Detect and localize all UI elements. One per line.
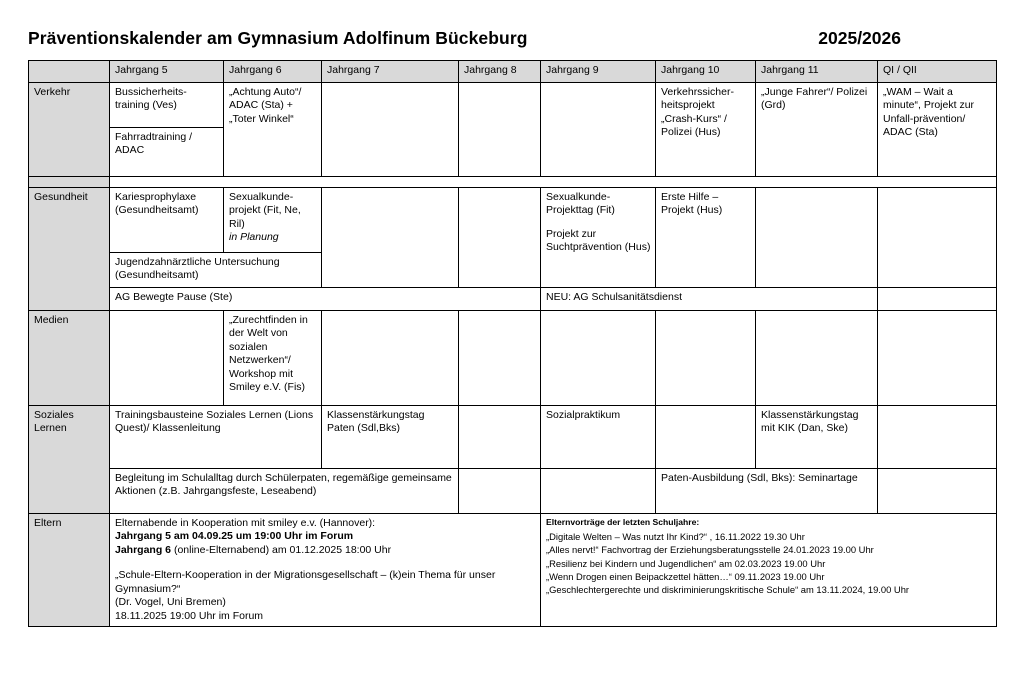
eltern-line-2: Jahrgang 5 am 04.09.25 um 19:00 Uhr im Forum [115, 530, 354, 543]
eltern-vortraege-heading: Elternvorträge der letzten Schuljahre: [546, 517, 700, 527]
table-row-gesundheit-ag [29, 288, 997, 311]
cell-eltern-termine [110, 514, 541, 627]
cell-soziales-b-q [878, 469, 997, 514]
cell-gesundheit-j10: Erste Hilfe – Projekt (Hus) [656, 188, 756, 288]
cell-verkehr-q: „WAM – Wait a minute“, Projekt zur Unfall-prävention/ ADAC (Sta) [878, 83, 997, 177]
cell-soziales-q [878, 406, 997, 469]
page-header [28, 28, 996, 49]
cell-verkehr-j5-b: Fahrradtraining / ADAC [110, 128, 224, 177]
cell-medien-j7 [322, 311, 459, 406]
eltern-line-1: Elternabende in Kooperation mit smiley e.v. (Hannover): [115, 517, 376, 529]
cell-medien-j10 [656, 311, 756, 406]
cell-gesundheit-j9 [541, 188, 656, 288]
cell-gesundheit-q [878, 188, 997, 288]
eltern-vortrag-3: „Resilienz bei Kindern und Jugendlichen“ am 02.03.2023 19.00 Uhr [546, 557, 826, 569]
column-header-j7: Jahrgang 7 [322, 61, 459, 83]
column-header-j6: Jahrgang 6 [224, 61, 322, 83]
cell-soziales-b-j9 [541, 469, 656, 514]
column-header-j10: Jahrgang 10 [656, 61, 756, 83]
cell-verkehr-j6: „Achtung Auto“/ ADAC (Sta) + „Toter Winkel“ [224, 83, 322, 177]
school-year: 2025/2026 [818, 28, 901, 48]
cell-soziales-j9: Sozialpraktikum [541, 406, 656, 469]
table-row-gesundheit-a [29, 188, 997, 253]
table-row-verkehr-a [29, 83, 997, 128]
row-label-gesundheit: Gesundheit [29, 188, 110, 311]
eltern-line-3-prefix: Jahrgang 6 [115, 543, 172, 556]
row-label-soziales-lernen: Soziales Lernen [29, 406, 110, 514]
cell-gesundheit-j6-text: Sexualkunde-projekt (Fit, Ne, Ril) [229, 191, 301, 230]
column-header-j9: Jahrgang 9 [541, 61, 656, 83]
table-row-soziales-a [29, 406, 997, 469]
cell-medien-j11 [756, 311, 878, 406]
column-header-j8: Jahrgang 8 [459, 61, 541, 83]
table-header-row [29, 61, 997, 83]
cell-soziales-j56: Trainingsbausteine Soziales Lernen (Lions Quest)/ Klassenleitung [110, 406, 322, 469]
eltern-vortrag-2: „Alles nervt!“ Fachvortrag der Erziehungsberatungsstelle 24.01.2023 19.00 Uhr [546, 544, 874, 556]
cell-soziales-paten-ausbildung: Paten-Ausbildung (Sdl, Bks): Seminartage [656, 469, 878, 514]
cell-medien-j6: „Zurechtfinden in der Welt von sozialen Netzwerken“/ Workshop mit Smiley e.V. (Fis) [224, 311, 322, 406]
column-header-blank [29, 61, 110, 83]
cell-verkehr-j9 [541, 83, 656, 177]
cell-ag-bewegte-pause: AG Bewegte Pause (Ste) [110, 288, 541, 311]
cell-soziales-j10 [656, 406, 756, 469]
cell-soziales-j8 [459, 406, 541, 469]
table-row-medien [29, 311, 997, 406]
table-row-eltern [29, 514, 997, 627]
cell-gesundheit-j9-a: Sexualkunde-Projekttag (Fit) [546, 191, 615, 217]
cell-gesundheit-j7 [322, 188, 459, 288]
cell-gesundheit-j6 [224, 188, 322, 253]
eltern-line-5: (Dr. Vogel, Uni Bremen) [115, 596, 226, 609]
cell-verkehr-j11: „Junge Fahrer“/ Polizei (Grd) [756, 83, 878, 177]
eltern-line-3-rest: (online-Elternabend) am 01.12.2025 18:00 Uhr [173, 543, 392, 556]
cell-soziales-b-j8 [459, 469, 541, 514]
cell-gesundheit-j8 [459, 188, 541, 288]
cell-soziales-begleitung: Begleitung im Schulalltag durch Schülerpaten, regemäßige gemeinsame Aktionen (z.B. Jahrgangsfeste, Leseabend) [110, 469, 459, 514]
cell-gesundheit-j5: Kariesprophylaxe (Gesundheitsamt) [110, 188, 224, 253]
cell-medien-j9 [541, 311, 656, 406]
cell-verkehr-j5-a: Bussicherheits-training (Ves) [110, 83, 224, 128]
row-label-eltern: Eltern [29, 514, 110, 627]
column-header-j5: Jahrgang 5 [110, 61, 224, 83]
column-header-j11: Jahrgang 11 [756, 61, 878, 83]
cell-gesundheit-j6-status: in Planung [229, 231, 279, 244]
prevention-calendar-table [28, 60, 997, 627]
column-header-q: QI / QII [878, 61, 997, 83]
cell-verkehr-j7 [322, 83, 459, 177]
eltern-line-6: 18.11.2025 19:00 Uhr im Forum [115, 609, 264, 622]
eltern-vortrag-5: „Geschlechtergerechte und diskriminierungskritische Schule“ am 13.11.2024, 19.00 Uhr [546, 584, 910, 596]
row-label-medien: Medien [29, 311, 110, 406]
row-spacer-1 [29, 177, 997, 188]
cell-gesundheit-j56-merged: Jugendzahnärztliche Untersuchung (Gesundheitsamt) [110, 253, 322, 288]
cell-soziales-j11: Klassenstärkungstag mit KIK (Dan, Ske) [756, 406, 878, 469]
cell-verkehr-j10: Verkehrssicher-heitsprojekt „Crash-Kurs“ / Polizei (Hus) [656, 83, 756, 177]
table-row-soziales-b [29, 469, 997, 514]
cell-ag-schulsanitaetsdienst: NEU: AG Schulsanitätsdienst [541, 288, 878, 311]
cell-gesundheit-j11 [756, 188, 878, 288]
cell-gesundheit-ag-q [878, 288, 997, 311]
cell-verkehr-j8 [459, 83, 541, 177]
cell-medien-j8 [459, 311, 541, 406]
cell-soziales-j7: Klassenstärkungstag Paten (Sdl,Bks) [322, 406, 459, 469]
cell-eltern-vortraege [541, 514, 997, 627]
eltern-line-3 [115, 544, 536, 557]
cell-medien-q [878, 311, 997, 406]
cell-gesundheit-j9-b: Projekt zur Suchtprävention (Hus) [546, 227, 651, 254]
row-label-verkehr: Verkehr [29, 83, 110, 177]
eltern-vortrag-1: „Digitale Welten – Was nutzt Ihr Kind?“ , 16.11.2022 19.30 Uhr [546, 531, 805, 542]
cell-medien-j5 [110, 311, 224, 406]
eltern-line-4: „Schule-Eltern-Kooperation in der Migrationsgesellschaft – (k)ein Thema für unser Gymnasium?“ [115, 569, 496, 595]
page-title: Präventionskalender am Gymnasium Adolfinum Bückeburg [28, 28, 528, 48]
eltern-vortrag-4: „Wenn Drogen einen Beipackzettel hätten…“ 09.11.2023 19.00 Uhr [546, 571, 825, 583]
